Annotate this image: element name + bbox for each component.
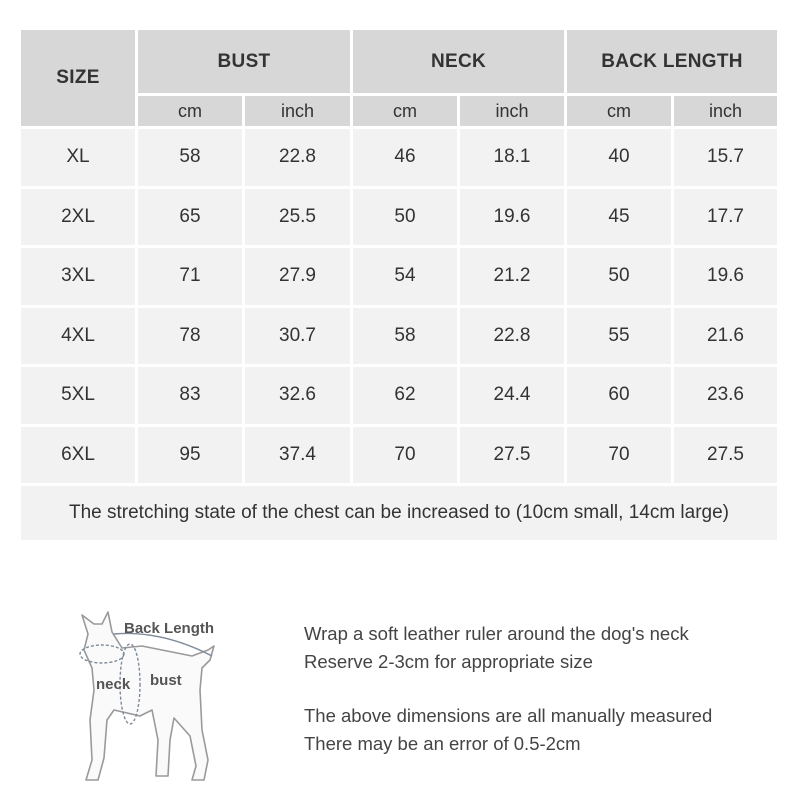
table-row [21, 248, 777, 305]
value-cell: 19.6 [674, 248, 777, 305]
value-cell: 50 [567, 248, 671, 305]
value-cell: 50 [353, 189, 457, 246]
table-row [21, 189, 777, 246]
value-cell: 21.6 [674, 308, 777, 365]
value-cell: 54 [353, 248, 457, 305]
stretch-note: The stretching state of the chest can be increased to (10cm small, 14cm large) [21, 486, 777, 540]
dog-measurement-icon [52, 590, 242, 790]
note-row [21, 486, 777, 540]
size-cell: 6XL [21, 427, 135, 484]
table-row [21, 129, 777, 186]
value-cell: 55 [567, 308, 671, 365]
value-cell: 22.8 [460, 308, 564, 365]
value-cell: 58 [138, 129, 242, 186]
value-cell: 21.2 [460, 248, 564, 305]
value-cell: 65 [138, 189, 242, 246]
value-cell: 15.7 [674, 129, 777, 186]
value-cell: 30.7 [245, 308, 350, 365]
instruction-line: The above dimensions are all manually measured [304, 705, 713, 726]
dog-outline [82, 612, 214, 780]
measuring-instructions [304, 620, 784, 758]
value-cell: 60 [567, 367, 671, 424]
size-chart-table [18, 27, 780, 543]
measurement-guide [0, 590, 800, 790]
unit-header: inch [460, 96, 564, 126]
value-cell: 27.5 [674, 427, 777, 484]
instruction-line: Reserve 2-3cm for appropriate size [304, 651, 593, 672]
neck-header: NECK [353, 30, 564, 93]
value-cell: 45 [567, 189, 671, 246]
value-cell: 25.5 [245, 189, 350, 246]
unit-header: inch [674, 96, 777, 126]
value-cell: 19.6 [460, 189, 564, 246]
unit-header: cm [567, 96, 671, 126]
value-cell: 95 [138, 427, 242, 484]
value-cell: 24.4 [460, 367, 564, 424]
instruction-line: There may be an error of 0.5-2cm [304, 733, 581, 754]
value-cell: 71 [138, 248, 242, 305]
size-cell: 4XL [21, 308, 135, 365]
value-cell: 70 [567, 427, 671, 484]
value-cell: 23.6 [674, 367, 777, 424]
back-length-label: Back Length [124, 620, 215, 637]
size-cell: 5XL [21, 367, 135, 424]
back-length-header: BACK LENGTH [567, 30, 777, 93]
value-cell: 27.5 [460, 427, 564, 484]
value-cell: 78 [138, 308, 242, 365]
value-cell: 27.9 [245, 248, 350, 305]
value-cell: 58 [353, 308, 457, 365]
value-cell: 62 [353, 367, 457, 424]
size-cell: XL [21, 129, 135, 186]
bust-header: BUST [138, 30, 350, 93]
size-header: SIZE [21, 30, 135, 126]
value-cell: 40 [567, 129, 671, 186]
value-cell: 46 [353, 129, 457, 186]
size-cell: 3XL [21, 248, 135, 305]
value-cell: 83 [138, 367, 242, 424]
table-row [21, 367, 777, 424]
neck-label: neck [96, 676, 131, 693]
size-cell: 2XL [21, 189, 135, 246]
value-cell: 22.8 [245, 129, 350, 186]
unit-header: inch [245, 96, 350, 126]
unit-header: cm [353, 96, 457, 126]
instruction-line: Wrap a soft leather ruler around the dog's neck [304, 623, 689, 644]
value-cell: 17.7 [674, 189, 777, 246]
bust-label: bust [150, 672, 182, 689]
table-row [21, 427, 777, 484]
value-cell: 70 [353, 427, 457, 484]
value-cell: 18.1 [460, 129, 564, 186]
unit-header: cm [138, 96, 242, 126]
value-cell: 37.4 [245, 427, 350, 484]
value-cell: 32.6 [245, 367, 350, 424]
table-row [21, 308, 777, 365]
